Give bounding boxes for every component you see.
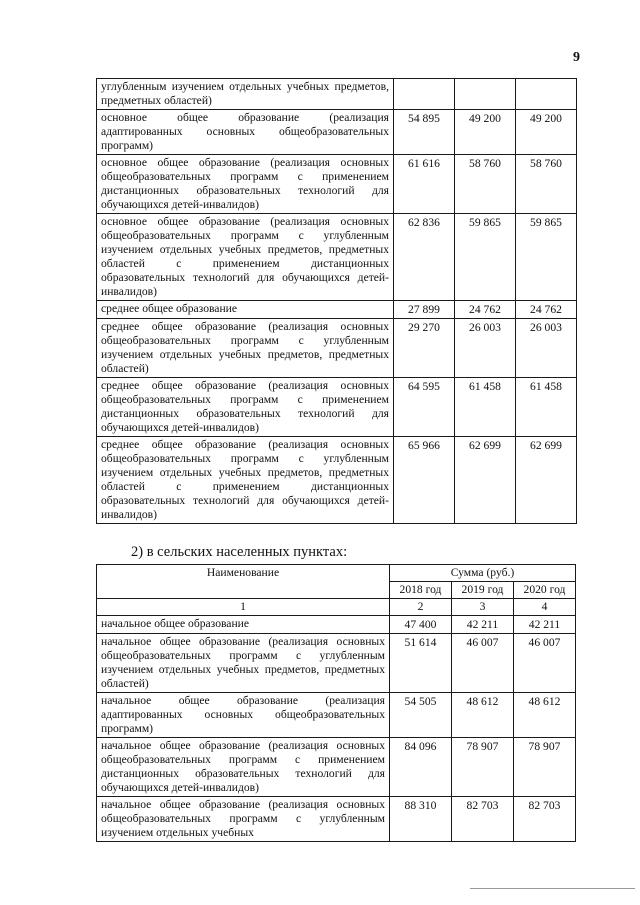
row-name: начальное общее образование	[97, 616, 390, 634]
value-2019: 58 760	[455, 155, 516, 214]
value-2020: 24 762	[516, 301, 577, 319]
value-2018: 84 096	[390, 738, 452, 797]
row-name: начальное общее образование (реализация адаптированных основных общеобразовательных программ)	[97, 693, 390, 738]
value-2018: 47 400	[390, 616, 452, 634]
value-2020: 48 612	[514, 693, 576, 738]
page-number: 9	[573, 50, 580, 65]
column-number: 1	[97, 599, 390, 616]
value-2020: 42 211	[514, 616, 576, 634]
table-row	[97, 738, 576, 797]
value-2019: 61 458	[455, 378, 516, 437]
value-2020: 59 865	[516, 214, 577, 301]
value-2020	[516, 79, 577, 110]
value-2019: 48 612	[452, 693, 514, 738]
value-2020: 49 200	[516, 110, 577, 155]
value-2018	[394, 79, 455, 110]
value-2019	[455, 79, 516, 110]
row-name: начальное общее образование (реализация основных общеобразовательных программ с углубленным изучением отдельных учебных предметов, предметных областей)	[97, 634, 390, 693]
value-2019: 24 762	[455, 301, 516, 319]
table-row	[97, 214, 577, 301]
value-2019: 82 703	[452, 797, 514, 842]
value-2019: 62 699	[455, 437, 516, 524]
value-2018: 29 270	[394, 319, 455, 378]
value-2020: 26 003	[516, 319, 577, 378]
row-name: среднее общее образование (реализация основных общеобразовательных программ с углубленным изучением отдельных учебных предметов, предметных областей с применением дистанционных образовательных технологий для обучающихся детей-инвалидов)	[97, 437, 394, 524]
year-2019-header: 2019 год	[452, 582, 514, 599]
column-number: 2	[390, 599, 452, 616]
value-2018: 88 310	[390, 797, 452, 842]
value-2020: 82 703	[514, 797, 576, 842]
value-2019: 59 865	[455, 214, 516, 301]
row-name: среднее общее образование (реализация основных общеобразовательных программ с применением дистанционных образовательных технологий для обучающихся детей-инвалидов)	[97, 378, 394, 437]
value-2020: 61 458	[516, 378, 577, 437]
table-row	[97, 616, 576, 634]
header-row	[97, 565, 576, 582]
table-row	[97, 155, 577, 214]
table-row	[97, 634, 576, 693]
table-row	[97, 797, 576, 842]
table-row	[97, 319, 577, 378]
row-name: среднее общее образование (реализация основных общеобразовательных программ с углубленным изучением отдельных учебных предметов, предметных областей)	[97, 319, 394, 378]
row-name: начальное общее образование (реализация основных общеобразовательных программ с применением дистанционных образовательных технологий для обучающихся детей-инвалидов)	[97, 738, 390, 797]
value-2020: 78 907	[514, 738, 576, 797]
table-row	[97, 693, 576, 738]
value-2019: 46 007	[452, 634, 514, 693]
value-2018: 65 966	[394, 437, 455, 524]
column-number: 4	[514, 599, 576, 616]
value-2018: 27 899	[394, 301, 455, 319]
value-2019: 49 200	[455, 110, 516, 155]
row-name: среднее общее образование	[97, 301, 394, 319]
column-number-row	[97, 599, 576, 616]
sum-column-header: Сумма (руб.)	[390, 565, 576, 582]
value-2018: 61 616	[394, 155, 455, 214]
value-2020: 58 760	[516, 155, 577, 214]
column-number: 3	[452, 599, 514, 616]
table-row	[97, 79, 577, 110]
value-2018: 62 836	[394, 214, 455, 301]
value-2019: 78 907	[452, 738, 514, 797]
table-row	[97, 301, 577, 319]
value-2018: 54 505	[390, 693, 452, 738]
row-name: начальное общее образование (реализация основных общеобразовательных программ с углубленным изучением отдельных учебных	[97, 797, 390, 842]
scan-artifact-line	[470, 888, 635, 889]
row-name: основное общее образование (реализация адаптированных основных общеобразовательных программ)	[97, 110, 394, 155]
year-2018-header: 2018 год	[390, 582, 452, 599]
table-row	[97, 110, 577, 155]
value-2019: 42 211	[452, 616, 514, 634]
value-2020: 46 007	[514, 634, 576, 693]
table-row	[97, 437, 577, 524]
value-2020: 62 699	[516, 437, 577, 524]
value-2019: 26 003	[455, 319, 516, 378]
value-2018: 51 614	[390, 634, 452, 693]
section-heading: 2) в сельских населенных пунктах:	[131, 544, 348, 560]
rural-cost-table	[96, 564, 576, 842]
urban-cost-table	[96, 78, 577, 524]
value-2018: 64 595	[394, 378, 455, 437]
year-2020-header: 2020 год	[514, 582, 576, 599]
name-column-header: Наименование	[97, 565, 390, 599]
value-2018: 54 895	[394, 110, 455, 155]
table-row	[97, 378, 577, 437]
row-name: основное общее образование (реализация основных общеобразовательных программ с углубленным изучением отдельных учебных предметов, предметных областей с применением дистанционных образовательных технологий для обучающихся детей-инвалидов)	[97, 214, 394, 301]
row-name: углубленным изучением отдельных учебных предметов, предметных областей)	[97, 79, 394, 110]
row-name: основное общее образование (реализация основных общеобразовательных программ с применением дистанционных образовательных технологий для обучающихся детей-инвалидов)	[97, 155, 394, 214]
